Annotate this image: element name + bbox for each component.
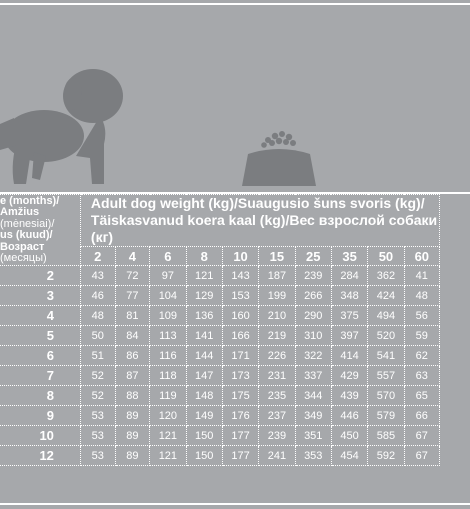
table-row <box>0 386 440 406</box>
table-cell: 375 <box>331 306 367 326</box>
table-row <box>0 406 440 426</box>
table-cell: 231 <box>259 366 295 386</box>
table-cell: 177 <box>222 426 258 446</box>
weight-header-cell: 50 <box>368 247 404 266</box>
age-label-line: Возраст <box>0 240 45 253</box>
table-row <box>0 326 440 346</box>
feeding-table-section <box>0 194 470 464</box>
bottom-border <box>0 503 470 505</box>
table-cell: 89 <box>115 406 150 426</box>
table-cell: 62 <box>404 346 439 366</box>
table-cell: 43 <box>80 266 115 286</box>
age-column-header <box>0 195 80 266</box>
puppy-silhouette <box>0 66 130 188</box>
age-label-line: e (months)/ <box>0 194 60 207</box>
table-cell: 67 <box>404 426 439 446</box>
table-cell: 424 <box>368 286 404 306</box>
table-cell: 121 <box>150 426 186 446</box>
table-cell: 446 <box>331 406 367 426</box>
table-cell: 52 <box>80 386 115 406</box>
table-cell: 72 <box>115 266 150 286</box>
weight-header-cell: 8 <box>186 247 222 266</box>
table-row <box>0 366 440 386</box>
table-cell: 65 <box>404 386 439 406</box>
table-cell: 141 <box>186 326 222 346</box>
age-cell: 5 <box>0 326 80 346</box>
table-cell: 177 <box>222 446 258 466</box>
weight-header-cell: 25 <box>295 247 331 266</box>
table-cell: 109 <box>150 306 186 326</box>
table-cell: 353 <box>295 446 331 466</box>
table-row <box>0 426 440 446</box>
table-cell: 541 <box>368 346 404 366</box>
table-cell: 87 <box>115 366 150 386</box>
table-row <box>0 346 440 366</box>
top-border <box>0 3 470 5</box>
age-cell: 9 <box>0 406 80 426</box>
table-cell: 150 <box>186 426 222 446</box>
age-label-line: Amžius <box>0 206 40 218</box>
table-header-row <box>0 195 440 247</box>
table-cell: 351 <box>295 426 331 446</box>
table-cell: 290 <box>295 306 331 326</box>
table-cell: 63 <box>404 366 439 386</box>
table-cell: 284 <box>331 266 367 286</box>
table-cell: 171 <box>222 346 258 366</box>
table-cell: 570 <box>368 386 404 406</box>
table-cell: 77 <box>115 286 150 306</box>
table-cell: 210 <box>259 306 295 326</box>
table-cell: 592 <box>368 446 404 466</box>
table-cell: 557 <box>368 366 404 386</box>
age-cell: 6 <box>0 346 80 366</box>
table-cell: 349 <box>295 406 331 426</box>
table-cell: 226 <box>259 346 295 366</box>
table-cell: 86 <box>115 346 150 366</box>
age-cell: 12 <box>0 446 80 466</box>
table-cell: 89 <box>115 446 150 466</box>
table-cell: 113 <box>150 326 186 346</box>
table-cell: 237 <box>259 406 295 426</box>
table-cell: 219 <box>259 326 295 346</box>
table-cell: 397 <box>331 326 367 346</box>
table-cell: 116 <box>150 346 186 366</box>
table-cell: 118 <box>150 366 186 386</box>
table-cell: 53 <box>80 446 115 466</box>
feeding-table <box>0 194 440 466</box>
table-cell: 88 <box>115 386 150 406</box>
table-cell: 266 <box>295 286 331 306</box>
table-cell: 144 <box>186 346 222 366</box>
table-cell: 166 <box>222 326 258 346</box>
age-cell: 4 <box>0 306 80 326</box>
table-cell: 51 <box>80 346 115 366</box>
table-cell: 52 <box>80 366 115 386</box>
weight-title-line-2: Täiskasvanud koera kaal (kg)/Вес взрослой собаки (кг) <box>90 212 438 245</box>
table-cell: 119 <box>150 386 186 406</box>
weight-header-cell: 60 <box>404 247 439 266</box>
table-cell: 89 <box>115 426 150 446</box>
table-cell: 429 <box>331 366 367 386</box>
table-cell: 414 <box>331 346 367 366</box>
table-cell: 143 <box>222 266 258 286</box>
table-cell: 136 <box>186 306 222 326</box>
table-cell: 494 <box>368 306 404 326</box>
table-cell: 199 <box>259 286 295 306</box>
weight-title-line-1: Adult dog weight (kg)/Suaugusio šuns svoris (kg)/ <box>90 195 425 211</box>
age-label-line: us (kuud)/ <box>0 229 53 241</box>
table-row <box>0 306 440 326</box>
table-cell: 147 <box>186 366 222 386</box>
table-cell: 48 <box>80 306 115 326</box>
table-cell: 148 <box>186 386 222 406</box>
table-cell: 585 <box>368 426 404 446</box>
table-cell: 121 <box>150 446 186 466</box>
table-cell: 362 <box>368 266 404 286</box>
table-cell: 310 <box>295 326 331 346</box>
table-cell: 344 <box>295 386 331 406</box>
table-cell: 454 <box>331 446 367 466</box>
weight-header-cell: 10 <box>222 247 258 266</box>
table-row <box>0 286 440 306</box>
weight-header-cell: 4 <box>115 247 150 266</box>
table-cell: 337 <box>295 366 331 386</box>
table-cell: 439 <box>331 386 367 406</box>
age-cell: 8 <box>0 386 80 406</box>
table-cell: 160 <box>222 306 258 326</box>
table-cell: 67 <box>404 446 439 466</box>
weight-header-cell: 2 <box>80 247 115 266</box>
table-cell: 81 <box>115 306 150 326</box>
table-cell: 46 <box>80 286 115 306</box>
table-cell: 59 <box>404 326 439 346</box>
age-cell: 3 <box>0 286 80 306</box>
table-row <box>0 266 440 286</box>
weight-column-header <box>80 195 439 247</box>
table-cell: 121 <box>186 266 222 286</box>
table-cell: 579 <box>368 406 404 426</box>
table-cell: 56 <box>404 306 439 326</box>
age-label-line: (mėnesiai)/ <box>0 217 55 230</box>
table-cell: 187 <box>259 266 295 286</box>
weight-header-cell: 6 <box>150 247 186 266</box>
table-cell: 348 <box>331 286 367 306</box>
table-cell: 239 <box>295 266 331 286</box>
table-cell: 50 <box>80 326 115 346</box>
table-cell: 520 <box>368 326 404 346</box>
age-cell: 2 <box>0 266 80 286</box>
table-cell: 48 <box>404 286 439 306</box>
table-cell: 322 <box>295 346 331 366</box>
table-cell: 176 <box>222 406 258 426</box>
age-label-line: (месяцы) <box>0 252 47 264</box>
table-cell: 104 <box>150 286 186 306</box>
table-cell: 235 <box>259 386 295 406</box>
table-cell: 129 <box>186 286 222 306</box>
table-cell: 41 <box>404 266 439 286</box>
table-cell: 153 <box>222 286 258 306</box>
age-cell: 10 <box>0 426 80 446</box>
table-cell: 53 <box>80 406 115 426</box>
table-cell: 150 <box>186 446 222 466</box>
food-bowl-icon <box>238 126 320 188</box>
table-cell: 120 <box>150 406 186 426</box>
table-cell: 239 <box>259 426 295 446</box>
age-cell: 7 <box>0 366 80 386</box>
table-cell: 173 <box>222 366 258 386</box>
weight-header-cell: 35 <box>331 247 367 266</box>
table-cell: 241 <box>259 446 295 466</box>
table-cell: 175 <box>222 386 258 406</box>
table-cell: 149 <box>186 406 222 426</box>
table-cell: 97 <box>150 266 186 286</box>
weight-header-cell: 15 <box>259 247 295 266</box>
table-cell: 450 <box>331 426 367 446</box>
table-cell: 66 <box>404 406 439 426</box>
table-cell: 53 <box>80 426 115 446</box>
table-cell: 84 <box>115 326 150 346</box>
table-row <box>0 446 440 466</box>
